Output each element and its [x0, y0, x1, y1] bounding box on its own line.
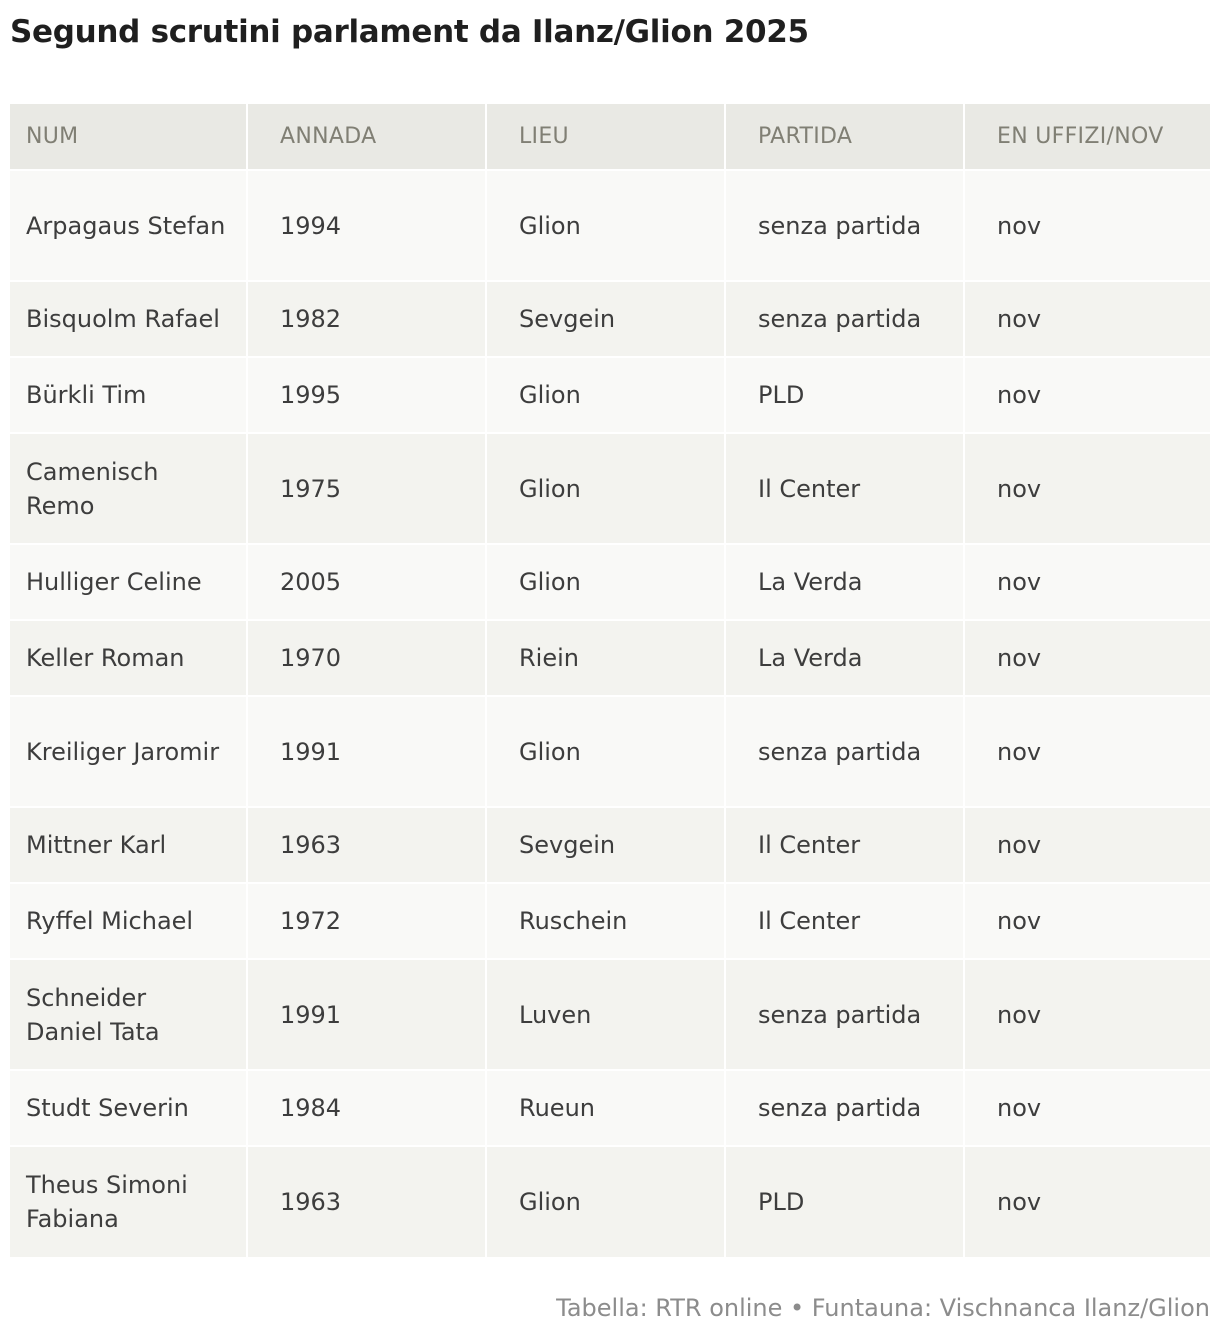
cell-annada: 1975 — [247, 433, 486, 544]
cell-annada: 1991 — [247, 696, 486, 807]
page-title: Segund scrutini parlament da Ilanz/Glion 2025 — [10, 14, 809, 50]
table-row — [10, 357, 1210, 433]
column-header-partida[interactable]: PARTIDA — [725, 104, 964, 170]
cell-num: Theus Simoni Fabiana — [10, 1146, 247, 1257]
table-row — [10, 620, 1210, 696]
cell-partida: PLD — [725, 357, 964, 433]
cell-annada: 1995 — [247, 357, 486, 433]
table-row — [10, 544, 1210, 620]
column-header-lieu[interactable]: LIEU — [486, 104, 725, 170]
cell-status: nov — [964, 959, 1210, 1070]
cell-annada: 1963 — [247, 1146, 486, 1257]
column-header-annada[interactable]: ANNADA — [247, 104, 486, 170]
cell-lieu: Ruschein — [486, 883, 725, 959]
cell-lieu: Glion — [486, 170, 725, 281]
cell-num: Arpagaus Stefan — [10, 170, 247, 281]
cell-annada: 1984 — [247, 1070, 486, 1146]
cell-num: Keller Roman — [10, 620, 247, 696]
table-header-row — [10, 104, 1210, 170]
table-row — [10, 281, 1210, 357]
cell-lieu: Glion — [486, 1146, 725, 1257]
cell-partida: senza partida — [725, 281, 964, 357]
cell-status: nov — [964, 170, 1210, 281]
cell-num: Camenisch Remo — [10, 433, 247, 544]
cell-num: Bürkli Tim — [10, 357, 247, 433]
cell-partida: PLD — [725, 1146, 964, 1257]
table-row — [10, 1146, 1210, 1257]
cell-num: Kreiliger Jaromir — [10, 696, 247, 807]
cell-partida: La Verda — [725, 620, 964, 696]
cell-partida: Il Center — [725, 433, 964, 544]
table-row — [10, 1070, 1210, 1146]
cell-status: nov — [964, 807, 1210, 883]
cell-lieu: Glion — [486, 357, 725, 433]
cell-status: nov — [964, 620, 1210, 696]
cell-annada: 1970 — [247, 620, 486, 696]
cell-lieu: Luven — [486, 959, 725, 1070]
cell-status: nov — [964, 433, 1210, 544]
table-row — [10, 807, 1210, 883]
cell-lieu: Glion — [486, 696, 725, 807]
cell-partida: senza partida — [725, 696, 964, 807]
cell-partida: La Verda — [725, 544, 964, 620]
cell-annada: 1963 — [247, 807, 486, 883]
table-row — [10, 170, 1210, 281]
cell-status: nov — [964, 883, 1210, 959]
cell-lieu: Glion — [486, 544, 725, 620]
results-table — [10, 104, 1210, 1257]
source-footer: Tabella: RTR online • Funtauna: Vischnanca Ilanz/Glion — [556, 1294, 1210, 1322]
cell-annada: 1991 — [247, 959, 486, 1070]
table-row — [10, 696, 1210, 807]
table-row — [10, 959, 1210, 1070]
cell-num: Hulliger Celine — [10, 544, 247, 620]
cell-annada: 1994 — [247, 170, 486, 281]
cell-num: Bisquolm Rafael — [10, 281, 247, 357]
cell-annada: 2005 — [247, 544, 486, 620]
table-row — [10, 883, 1210, 959]
cell-partida: senza partida — [725, 959, 964, 1070]
cell-annada: 1982 — [247, 281, 486, 357]
cell-annada: 1972 — [247, 883, 486, 959]
cell-num: Ryffel Michael — [10, 883, 247, 959]
table-row — [10, 433, 1210, 544]
cell-status: nov — [964, 1070, 1210, 1146]
cell-num: Schneider Daniel Tata — [10, 959, 247, 1070]
cell-status: nov — [964, 1146, 1210, 1257]
cell-lieu: Glion — [486, 433, 725, 544]
cell-lieu: Riein — [486, 620, 725, 696]
cell-status: nov — [964, 357, 1210, 433]
cell-num: Studt Severin — [10, 1070, 247, 1146]
cell-partida: senza partida — [725, 1070, 964, 1146]
cell-status: nov — [964, 281, 1210, 357]
column-header-status[interactable]: EN UFFIZI/NOV — [964, 104, 1210, 170]
cell-partida: Il Center — [725, 807, 964, 883]
cell-status: nov — [964, 544, 1210, 620]
cell-num: Mittner Karl — [10, 807, 247, 883]
column-header-num[interactable]: NUM — [10, 104, 247, 170]
cell-lieu: Sevgein — [486, 807, 725, 883]
cell-lieu: Sevgein — [486, 281, 725, 357]
cell-partida: senza partida — [725, 170, 964, 281]
cell-lieu: Rueun — [486, 1070, 725, 1146]
cell-partida: Il Center — [725, 883, 964, 959]
cell-status: nov — [964, 696, 1210, 807]
